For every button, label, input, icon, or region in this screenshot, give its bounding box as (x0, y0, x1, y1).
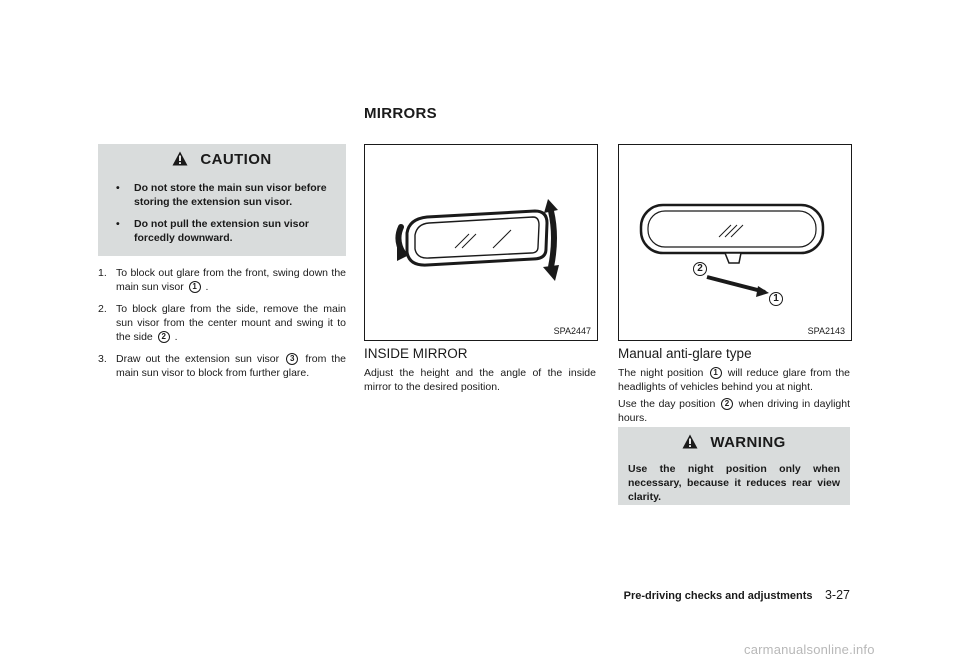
inside-mirror-figure (364, 144, 598, 341)
callout-marker-3: 3 (286, 353, 298, 365)
inside-mirror-text: Adjust the height and the angle of the inside mirror to the desired position. (364, 367, 596, 393)
anti-glare-heading: Manual anti-glare type (618, 346, 752, 361)
figure-callout-1: 1 (769, 292, 783, 306)
page-number: 3-27 (824, 588, 850, 602)
warning-triangle-icon (172, 151, 188, 166)
sun-visor-steps (98, 266, 346, 388)
caution-header (98, 151, 346, 173)
callout-marker-2: 2 (721, 398, 733, 410)
section-title: MIRRORS (364, 105, 437, 122)
caution-title: CAUTION (200, 151, 272, 168)
watermark-text: carmanualsonline.info (744, 642, 875, 657)
bullet-icon: • (116, 182, 120, 194)
warning-triangle-icon (682, 434, 698, 449)
caution-item: • Do not pull the extension sun visor forcedly downward. (116, 218, 310, 244)
footer-label: Pre-driving checks and adjustments (623, 590, 813, 602)
anti-glare-para-2: Use the day position 2 when driving in daylight hours. (618, 398, 850, 424)
figure-callout-2: 2 (693, 262, 707, 276)
page-footer (600, 586, 850, 604)
inside-mirror-heading: INSIDE MIRROR (364, 346, 468, 361)
anti-glare-illustration (619, 145, 851, 340)
step-item: 2. To block glare from the side, remove the main sun visor from the center mount and swing it to the side 2 . (98, 303, 346, 343)
figure-code: SPA2143 (807, 326, 845, 336)
warning-box (618, 427, 850, 505)
warning-header (618, 434, 850, 456)
callout-marker-1: 1 (189, 281, 201, 293)
step-item: 3. Draw out the extension sun visor 3 from the main sun visor to block from further glare. (98, 353, 347, 379)
callout-marker-2: 2 (158, 331, 170, 343)
caution-item: • Do not store the main sun visor before storing the extension sun visor. (116, 182, 327, 208)
caution-list (98, 173, 346, 245)
step-item: 1. To block out glare from the front, swing down the main sun visor 1 . (98, 267, 346, 293)
warning-text: Use the night position only when necessary, because it reduces rear view clarity. (628, 463, 840, 503)
caution-box (98, 144, 346, 256)
anti-glare-figure (618, 144, 852, 341)
figure-code: SPA2447 (553, 326, 591, 336)
anti-glare-para-1: The night position 1 will reduce glare from the headlights of vehicles behind you at night. (618, 367, 851, 393)
inside-mirror-illustration (365, 145, 597, 340)
warning-title: WARNING (710, 434, 786, 451)
callout-marker-1: 1 (710, 367, 722, 379)
bullet-icon: • (116, 218, 120, 230)
